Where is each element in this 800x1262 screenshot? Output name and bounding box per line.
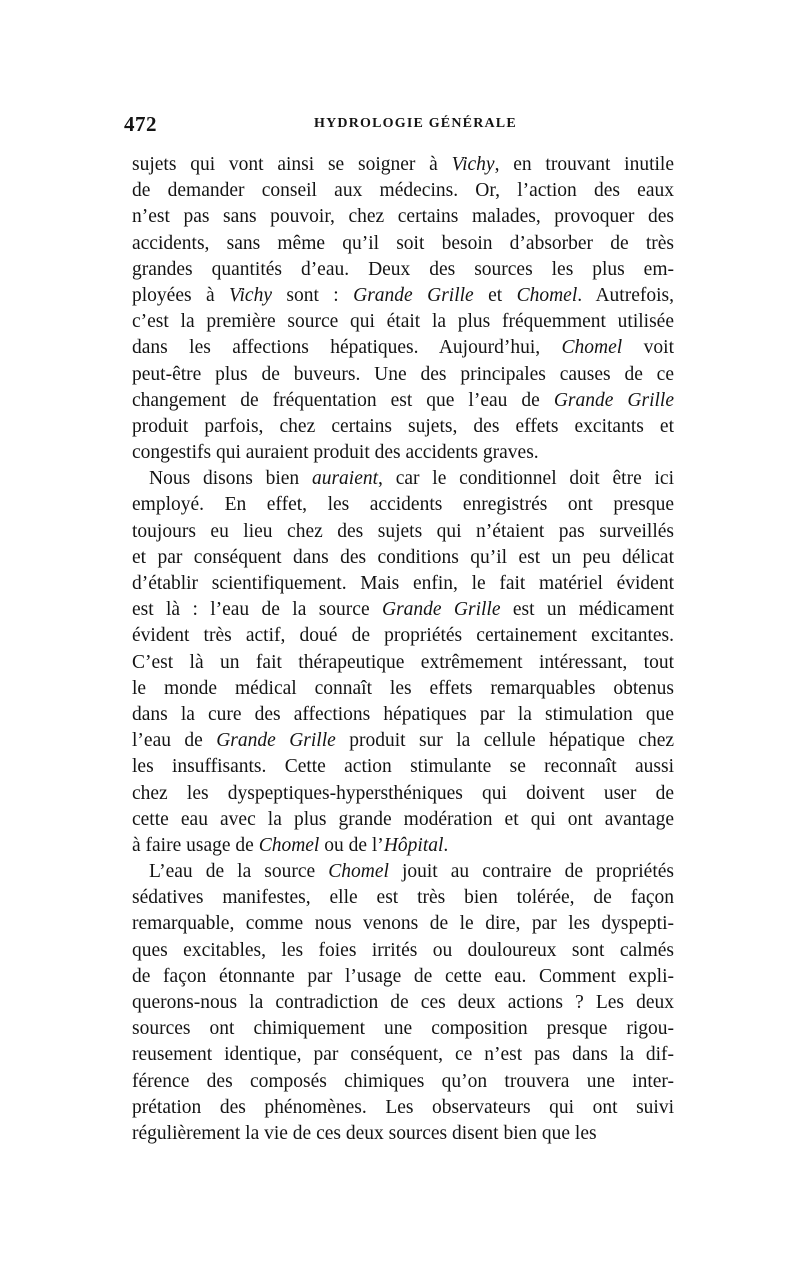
text-line: n’est pas sans pouvoir, chez certains malades, provoquer des (132, 206, 674, 228)
text-line: évident très actif, doué de propriétés certainement excitantes. (132, 625, 674, 647)
italic-term: Hôpital (383, 834, 444, 856)
text-line: régulièrement la vie de ces deux sources disent bien que les (132, 1122, 597, 1144)
italic-term: Grande Grille (216, 730, 336, 752)
text-line: férence des composés chimiques qu’on trouvera une inter- (132, 1070, 674, 1092)
italic-term: Chomel (258, 834, 320, 856)
text-line: c’est la première source qui était la plus fréquemment utilisée (132, 311, 674, 333)
text-line: sujets qui vont ainsi se soigner à Vichy, en trouvant inutile (132, 154, 674, 175)
italic-term: auraient (311, 468, 379, 490)
running-title: HYDROLOGIE GÉNÉRALE (314, 116, 517, 131)
text-line: dans la cure des affections hépatiques par la stimulation que (132, 703, 674, 725)
text-line: ployées à Vichy sont : Grande Grille et Chomel. Autrefois, (132, 284, 674, 306)
paragraph (132, 859, 674, 1147)
italic-term: Vichy (451, 154, 495, 175)
text-line: les insuffisants. Cette action stimulante se reconnaît aussi (132, 756, 674, 778)
text-line: ques excitables, les foies irrités ou douloureux sont calmés (132, 939, 674, 961)
text-line: l’eau de Grande Grille produit sur la cellule hépatique chez (132, 730, 675, 752)
italic-term: Grande Grille (381, 599, 501, 621)
paragraph (132, 466, 674, 859)
text-line: d’établir scientifiquement. Mais enfin, le fait matériel évident (132, 573, 674, 594)
text-line: Nous disons bien auraient, car le conditionnel doit être ici (149, 468, 674, 490)
text-line: querons-nous la contradiction de ces deux actions ? Les deux (132, 992, 674, 1013)
page-number: 472 (124, 112, 157, 136)
italic-term: Chomel (328, 861, 389, 883)
text-line: sources ont chimiquement une composition presque rigou- (132, 1018, 674, 1040)
text-line: toujours eu lieu chez des sujets qui n’étaient pas surveillés (132, 520, 674, 542)
text-line: remarquable, comme nous venons de le dire, par les dyspepti- (132, 913, 674, 935)
text-line: C’est là un fait thérapeutique extrêmement intéressant, tout (132, 651, 674, 673)
page-header (124, 112, 684, 136)
text-line: est là : l’eau de la source Grande Grille est un médicament (132, 599, 675, 621)
italic-term: Grande Grille (553, 389, 674, 411)
italic-term: Chomel (561, 337, 623, 359)
italic-term: Vichy (229, 284, 272, 306)
text-line: L’eau de la source Chomel jouit au contraire de propriétés (149, 861, 674, 883)
text-line: accidents, sans même qu’il soit besoin d’absorber de très (132, 232, 674, 254)
text-line: grandes quantités d’eau. Deux des sources les plus em- (132, 258, 674, 280)
text-line: produit parfois, chez certains sujets, des effets excitants et (132, 415, 674, 437)
paragraph (132, 152, 674, 466)
text-line: employé. En effet, les accidents enregistrés ont presque (132, 494, 674, 516)
italic-term: Grande Grille (353, 284, 474, 306)
text-line: changement de fréquentation est que l’eau de Grande Grille (132, 389, 674, 411)
text-line: et par conséquent dans des conditions qu’il est un peu délicat (132, 546, 674, 568)
text-line: cette eau avec la plus grande modération et qui ont avantage (132, 808, 674, 830)
body-text (132, 152, 674, 1147)
text-line: à faire usage de Chomel ou de l’Hôpital. (132, 834, 449, 856)
text-line: de façon étonnante par l’usage de cette eau. Comment expli- (132, 965, 674, 987)
text-line: chez les dyspeptiques-hypersthéniques qui doivent user de (132, 782, 674, 804)
text-line: prétation des phénomènes. Les observateurs qui ont suivi (132, 1096, 674, 1118)
text-line: dans les affections hépatiques. Aujourd’hui, Chomel voit (132, 337, 674, 359)
text-line: sédatives manifestes, elle est très bien tolérée, de façon (132, 887, 674, 909)
text-line: congestifs qui auraient produit des accidents graves. (132, 442, 539, 464)
text-line: reusement identique, par conséquent, ce n’est pas dans la dif- (132, 1044, 674, 1066)
text-line: peut-être plus de buveurs. Une des principales causes de ce (132, 363, 674, 385)
text-line: le monde médical connaît les effets remarquables obtenus (132, 677, 674, 699)
italic-term: Chomel (516, 284, 578, 306)
text-line: de demander conseil aux médecins. Or, l’action des eaux (132, 180, 674, 202)
